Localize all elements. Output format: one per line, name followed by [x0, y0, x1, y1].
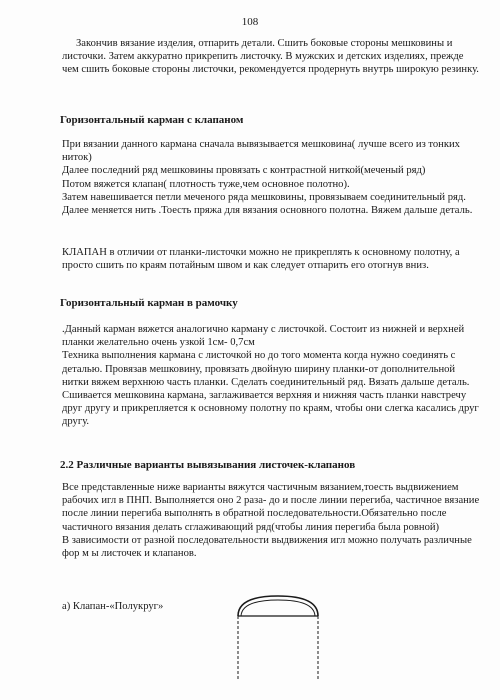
section2-body [62, 323, 480, 429]
section1-paragraph: Затем навешивается петли меченого ряда мешковины, провязываем соединительный ряд. [62, 191, 466, 203]
section2-paragraph: Техника выполнения кармана с листочкой но до того момента когда нужно соединять с деталью. Провязав мешковину, провязать двойную ширину планки-от дополнительной нитки вяжем верхнюю часть планки. Сделать соединительный ряд. Вязать дальше деталь. [62, 350, 470, 388]
semicircle-flap-diagram [226, 592, 330, 682]
intro-text: Закончив вязание изделия, отпарить детали. Сшить боковые стороны мешковины и листочки. Затем аккуратно прикрепить листочку. В мужских и детских изделиях, прежде чем сшить боковые стороны листочки, рекомендуется продернуть внутрь широкую резинку. [62, 38, 479, 76]
figure-caption: а) Клапан-«Полукруг» [62, 601, 164, 612]
flap-arc-inner [241, 600, 315, 616]
section-heading-flap-pocket: Горизонтальный карман с клапаном [60, 114, 244, 126]
intro-paragraph [62, 37, 480, 77]
section1-paragraph: При вязании данного кармана сначала вывязывается мешковина( лучше всего из тонких ниток) [62, 139, 460, 164]
section1-body [62, 138, 480, 217]
section1-paragraph: Далее последний ряд мешковины провязать с контрастной ниткой(меченый ряд) [62, 165, 426, 177]
section-heading-variants: 2.2 Различные варианты вывязывания листочек-клапанов [60, 459, 356, 471]
section2-paragraph: .Данный карман вяжется аналогично карману с листочкой. Состоит из нижней и верхней планки желательно очень узкой 1см- 0,7см [62, 324, 465, 349]
page-number: 108 [241, 16, 259, 28]
section3-paragraph: В зависимости от разной последовательности выдвижения игл можно получать различные фор м ы листочек и клапанов. [62, 534, 472, 560]
section3-body [62, 481, 480, 560]
section1-paragraph: Далее меняется нить .Тоесть пряжа для вязания основного полотна. Вяжем дальше деталь. [62, 205, 473, 217]
section1-flap-note: КЛАПАН в отличии от планки-листочки можно не прикреплять к основному полотну, а просто сшить по краям потайным швом и как следует отпарить его отогнув вниз. [62, 247, 460, 272]
section2-paragraph: Сшивается мешковина кармана, заглаживается верхняя и нижняя часть планки навстречу друг другу и прикрепляется к основному полотну по краям, чтобы они слегка касались друг другу. [62, 390, 479, 428]
section-heading-frame-pocket: Горизонтальный карман в рамочку [60, 297, 238, 309]
section3-paragraph: Все представленные ниже варианты вяжутся частичным вязанием,тоесть выдвижением рабочих игл в ПНП. Выполняется оно 2 раза- до и после линии перегиба, частичное вязание после линии перегиба выполнять в обратной последовательности.Обязательно после частичного вязания делать сглаживающий ряд(чтобы линия перегиба была ровной) [62, 482, 480, 533]
section1-paragraph: Потом вяжется клапан( плотность туже,чем основное полотно). [62, 178, 350, 190]
flap-arc-outer [238, 596, 318, 616]
